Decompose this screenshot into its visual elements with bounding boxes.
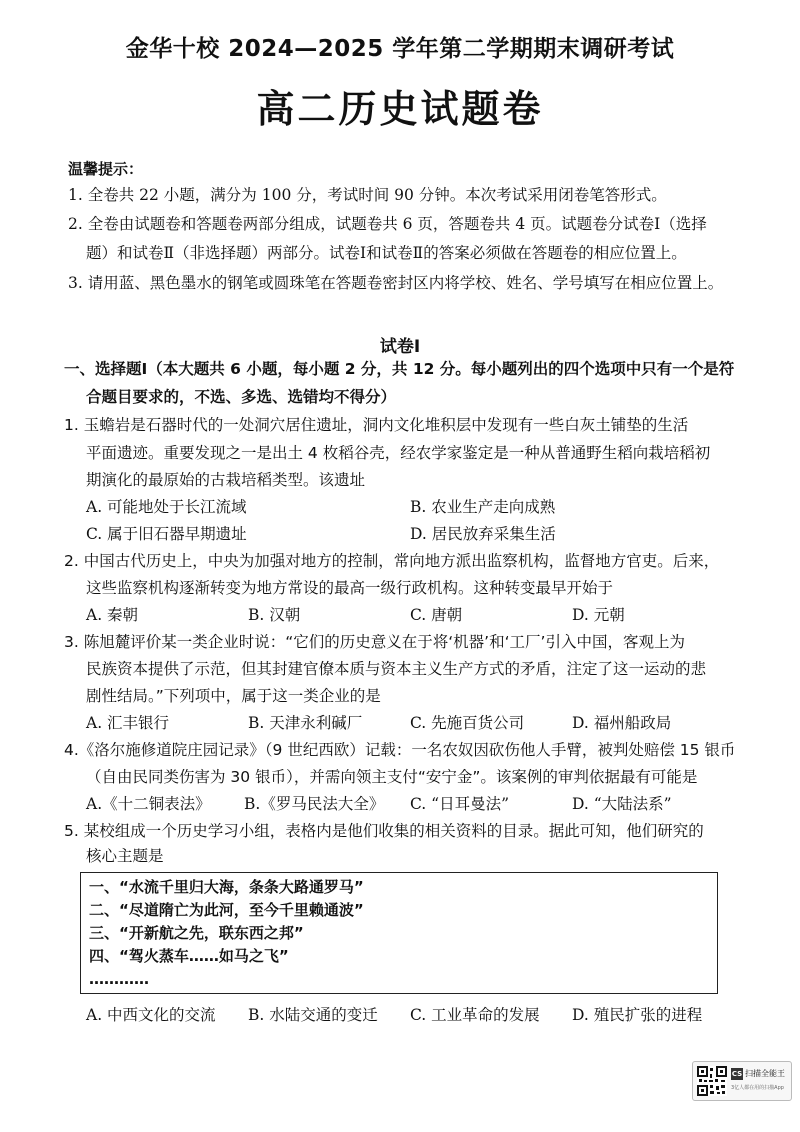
tips-heading: 温馨提示： [68,160,144,178]
option-c[interactable]: C. 属于旧石器早期遗址 [86,525,247,543]
section-instruction: 合题目要求的，不选、多选、选错均不得分） [86,388,397,406]
qr-code-icon [697,1066,727,1096]
question-stem-line: 剧性结局。”下列项中，属于这一类企业的是 [86,687,381,705]
option-b[interactable]: B.《罗马民法大全》 [244,795,385,813]
question-stem-line: 5. 某校组成一个历史学习小组，表格内是他们收集的相关资料的目录。据此可知，他们研究的 [64,822,704,840]
section-instruction: 一、选择题Ⅰ（本大题共 6 小题，每小题 2 分，共 12 分。每小题列出的四个选项中只有一个是符 [64,360,735,378]
option-d[interactable]: D. 福州船政局 [572,714,672,732]
scanner-badge [692,1061,792,1101]
tip-line: 题）和试卷Ⅱ（非选择题）两部分。试卷Ⅰ和试卷Ⅱ的答案必须做在答题卷的相应位置上。 [86,244,687,262]
scanner-tagline: 3亿人都在用的扫描App [731,1085,784,1091]
option-a[interactable]: A.《十二铜表法》 [86,795,211,813]
option-b[interactable]: B. 汉朝 [248,606,301,624]
option-d[interactable]: D. 殖民扩张的进程 [572,1006,703,1024]
material-table [80,872,718,994]
question-stem-line: 2. 中国古代历史上，中央为加强对地方的控制，常向地方派出监察机构，监督地方官吏。后来， [64,552,720,570]
question-stem-line: 民族资本提供了示范，但其封建官僚本质与资本主义生产方式的矛盾，注定了这一运动的悲 [86,660,707,678]
exam-title: 金华十校 2024—2025 学年第二学期期末调研考试 [125,36,675,62]
option-c[interactable]: C. 工业革命的发展 [410,1006,540,1024]
option-a[interactable]: A. 秦朝 [86,606,139,624]
material-item: 三、“开新航之先，联东西之邦” [89,924,304,942]
tip-line: 1. 全卷共 22 小题，满分为 100 分，考试时间 90 分钟。本次考试采用闭卷笔答形式。 [68,186,667,204]
option-c[interactable]: C. “日耳曼法” [410,795,510,813]
paper-title: 高二历史试题卷 [256,87,544,131]
option-b[interactable]: B. 天津永利碱厂 [248,714,363,732]
option-c[interactable]: C. 先施百货公司 [410,714,525,732]
tip-line: 2. 全卷由试题卷和答题卷两部分组成，试题卷共 6 页，答题卷共 4 页。试题卷分试卷Ⅰ（选择 [68,215,707,233]
option-d[interactable]: D. “大陆法系” [572,795,672,813]
question-stem-line: 期演化的最原始的古栽培稻类型。该遗址 [86,471,366,489]
tip-line: 3. 请用蓝、黑色墨水的钢笔或圆珠笔在答题卷密封区内将学校、姓名、学号填写在相应位置上。 [68,274,724,292]
option-a[interactable]: A. 可能地处于长江流域 [86,498,247,516]
scanner-logo: CS [731,1070,743,1078]
question-stem-line: （自由民同类伤害为 30 银币），并需向领主支付“安宁金”。该案例的审判依据最有可能是 [86,768,698,786]
option-b[interactable]: B. 农业生产走向成熟 [410,498,556,516]
option-b[interactable]: B. 水陆交通的变迁 [248,1006,378,1024]
option-a[interactable]: A. 汇丰银行 [86,714,170,732]
material-item: 四、“驾火蒸车……如马之飞” [89,947,289,965]
question-stem-line: 3. 陈旭麓评价某一类企业时说：“它们的历史意义在于将‘机器’和‘工厂’引入中国，客观上为 [64,633,685,651]
question-stem-line: 4.《洛尔施修道院庄园记录》（9 世纪西欧）记载：一名农奴因砍伤他人手臂，被判处赔偿 15 银币 [64,741,736,759]
question-stem-line: 这些监察机构逐渐转变为地方常设的最高一级行政机构。这种转变最早开始于 [86,579,614,597]
question-stem-line: 核心主题是 [86,847,164,865]
option-d[interactable]: D. 居民放弃采集生活 [410,525,556,543]
question-stem-line: 平面遗迹。重要发现之一是出土 4 枚稻谷壳，经农学家鉴定是一种从普通野生稻向栽培稻初 [86,444,711,462]
section-title: 试卷Ⅰ [379,337,421,357]
scanner-name: 扫描全能王 [745,1069,785,1078]
option-c[interactable]: C. 唐朝 [410,606,463,624]
material-item: 二、“尽道隋亡为此河，至今千里赖通波” [89,901,364,919]
option-d[interactable]: D. 元朝 [572,606,625,624]
question-stem-line: 1. 玉蟾岩是石器时代的一处洞穴居住遗址，洞内文化堆积层中发现有一些白灰土铺垫的生活 [64,416,689,434]
material-item: 一、“水流千里归大海，条条大路通罗马” [89,878,364,896]
material-item: ………… [89,970,149,988]
option-a[interactable]: A. 中西文化的交流 [86,1006,216,1024]
